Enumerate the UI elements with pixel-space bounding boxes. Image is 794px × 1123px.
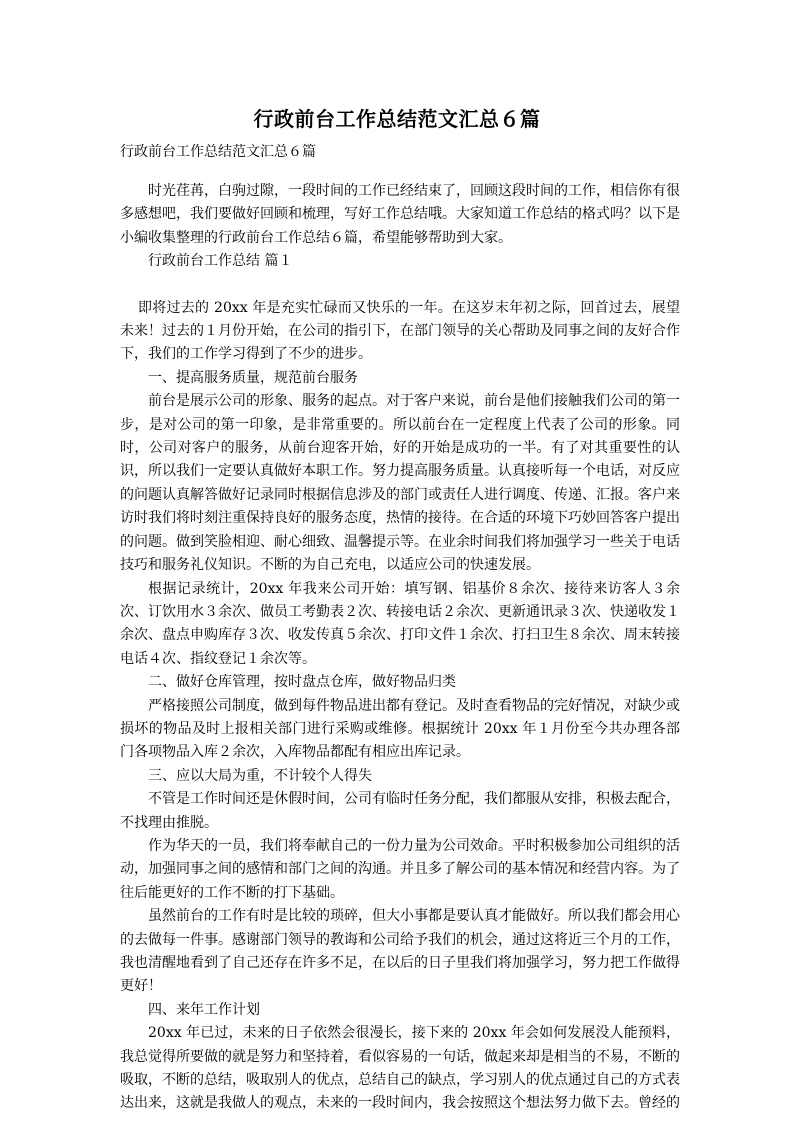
blank-line xyxy=(120,274,680,297)
document-subtitle: 行政前台工作总结范文汇总６篇 xyxy=(120,144,316,160)
subsection-heading: 二、做好仓库管理，按时盘点仓库，做好物品归类 xyxy=(148,674,456,691)
body-paragraph: 根据记录统计，20xx 年我来公司开始：填写钢、铝基价８余次、接待来访客人３余次、订饮用水３余次、做员工考勤表２次、转接电话２余次、更新通讯录３次、快递收发１余次、盘点申购库存３次、收发传真５余次、打印文件１余次、打扫卫生８余次、周末转接电话４次、指纹登记１余次等。 xyxy=(120,580,680,667)
body-paragraph: 不管是工作时间还是休假时间，公司有临时任务分配，我们都服从安排，积极去配合，不找理由推脱。 xyxy=(120,791,680,831)
subsection-heading: 四、来年工作计划 xyxy=(148,1001,260,1018)
body-paragraph: 20xx 年已过，未来的日子依然会很漫长，接下来的 20xx 年会如何发展没人能预料，我总觉得所要做的就是努力和坚持着，看似容易的一句话，做起来却是相当的不易，不断的吸取，不断的总结，吸取别人的优点，总结自己的缺点，学习别人的优点通过自己的方式表达出来，这就是我做人的观点，未来的一段时间内，我会按照这个想法努力做下去。曾经的 xyxy=(120,1025,680,1112)
body-paragraph: 前台是展示公司的形象、服务的起点。对于客户来说，前台是他们接触我们公司的第一步，是对公司的第一印象，是非常重要的。所以前台在一定程度上代表了公司的形象。同时，公司对客户的服务，从前台迎客开始，好的开始是成功的一半。有了对其重要性的认识，所以我们一定要认真做好本职工作。努力提高服务质量。认真接听每一个电话，对反应的问题认真解答做好记录同时根据信息涉及的部门或责任人进行调度、传递、汇报。客户来访时我们将时刻注重保持良好的服务态度，热情的接待。在合适的环境下巧妙回答客户提出的问题。做到笑脸相迎、耐心细致、温馨提示等。在业余时间我们将加强学习一些关于电话技巧和服务礼仪知识。不断的为自己充电，以适应公司的快速发展。 xyxy=(120,393,680,574)
intro-paragraph: 时光荏苒，白驹过隙，一段时间的工作已经结束了，回顾这段时间的工作，相信你有很多感想吧，我们要做好回顾和梳理，写好工作总结哦。大家知道工作总结的格式吗？以下是小编收集整理的行政前台工作总结６篇，希望能够帮助到大家。 xyxy=(120,183,680,246)
body-paragraph: 虽然前台的工作有时是比较的琐碎，但大小事都是要认真才能做好。所以我们都会用心的去做每一件事。感谢部门领导的教诲和公司给予我们的机会，通过这将近三个月的工作，我也清醒地看到了自己还存在许多不足，在以后的日子里我们将加强学习，努力把工作做得更好！ xyxy=(120,908,680,995)
body-paragraph: 即将过去的 20xx 年是充实忙碌而又快乐的一年。在这岁末年初之际，回首过去，展望未来！过去的１月份开始，在公司的指引下，在部门领导的关心帮助及同事之间的友好合作下，我们的工作学习得到了不少的进步。 xyxy=(120,299,680,363)
subsection-heading: 一、提高服务质量，规范前台服务 xyxy=(148,369,358,386)
section-heading: 行政前台工作总结 篇１ xyxy=(148,253,293,270)
body-paragraph: 作为华天的一员，我们将奉献自己的一份力量为公司效命。平时积极参加公司组织的活动，加强同事之间的感情和部门之间的沟通。并且多了解公司的基本情况和经营内容。为了往后能更好的工作不断的打下基础。 xyxy=(120,837,680,901)
document-body xyxy=(120,180,680,1116)
body-paragraph: 严格接照公司制度，做到每件物品进出都有登记。及时查看物品的完好情况，对缺少或损坏的物品及时上报相关部门进行采购或维修。根据统计 20xx 年１月份至今共办理各部门各项物品入库２余次，入库物品都配有相应出库记录。 xyxy=(120,697,680,761)
document-title: 行政前台工作总结范文汇总６篇 xyxy=(253,107,541,131)
subsection-heading: 三、应以大局为重，不计较个人得失 xyxy=(148,767,372,784)
